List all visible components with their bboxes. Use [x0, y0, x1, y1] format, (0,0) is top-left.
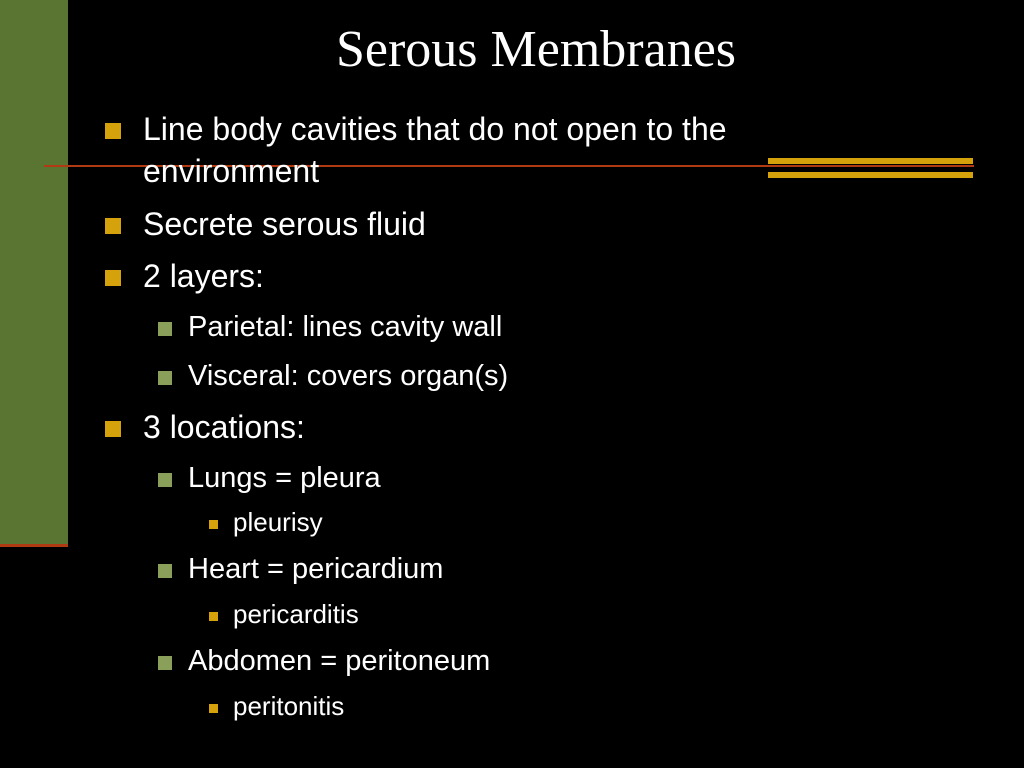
bullet-text: Parietal: lines cavity wall [188, 311, 503, 343]
square-bullet-icon [158, 656, 172, 670]
bullet-text: 3 locations: [143, 409, 305, 445]
sub-bullet-visceral [188, 357, 508, 395]
square-bullet-icon [209, 612, 218, 621]
square-bullet-icon [209, 704, 218, 713]
sub-bullet-parietal [188, 308, 502, 346]
bullet-text-line2: environment [143, 153, 320, 189]
bullet-text: 2 layers: [143, 258, 264, 294]
bullet-text: Abdomen = peritoneum [188, 645, 491, 677]
square-bullet-icon [105, 270, 121, 286]
bullet-two-layers [143, 255, 264, 297]
bullet-text: Lungs = pleura [188, 462, 381, 494]
square-bullet-icon [158, 473, 172, 487]
sub-sub-bullet-pleurisy [233, 506, 323, 538]
sub-bullet-lungs [188, 459, 381, 497]
bullet-text: pleurisy [233, 507, 323, 537]
square-bullet-icon [105, 123, 121, 139]
square-bullet-icon [105, 421, 121, 437]
bullet-text: Secrete serous fluid [143, 206, 426, 242]
bullet-text-line1: Line body cavities that do not open to the [143, 111, 727, 147]
sub-sub-bullet-pericarditis [233, 598, 359, 630]
slide-title: Serous Membranes [335, 21, 737, 78]
square-bullet-icon [158, 322, 172, 336]
sub-bullet-heart [188, 550, 443, 588]
bullet-text: Visceral: covers organ(s) [188, 360, 509, 392]
bullet-line-body-cavities [143, 108, 727, 192]
square-bullet-icon [158, 564, 172, 578]
sub-sub-bullet-peritonitis [233, 690, 344, 722]
bullet-text: pericarditis [233, 599, 359, 629]
square-bullet-icon [158, 371, 172, 385]
bullet-text: peritonitis [233, 691, 345, 721]
sub-bullet-abdomen [188, 642, 490, 680]
square-bullet-icon [209, 520, 218, 529]
bullet-secrete-fluid [143, 203, 426, 245]
bullet-text: Heart = pericardium [188, 553, 444, 585]
square-bullet-icon [105, 218, 121, 234]
bullet-three-locations [143, 406, 305, 448]
